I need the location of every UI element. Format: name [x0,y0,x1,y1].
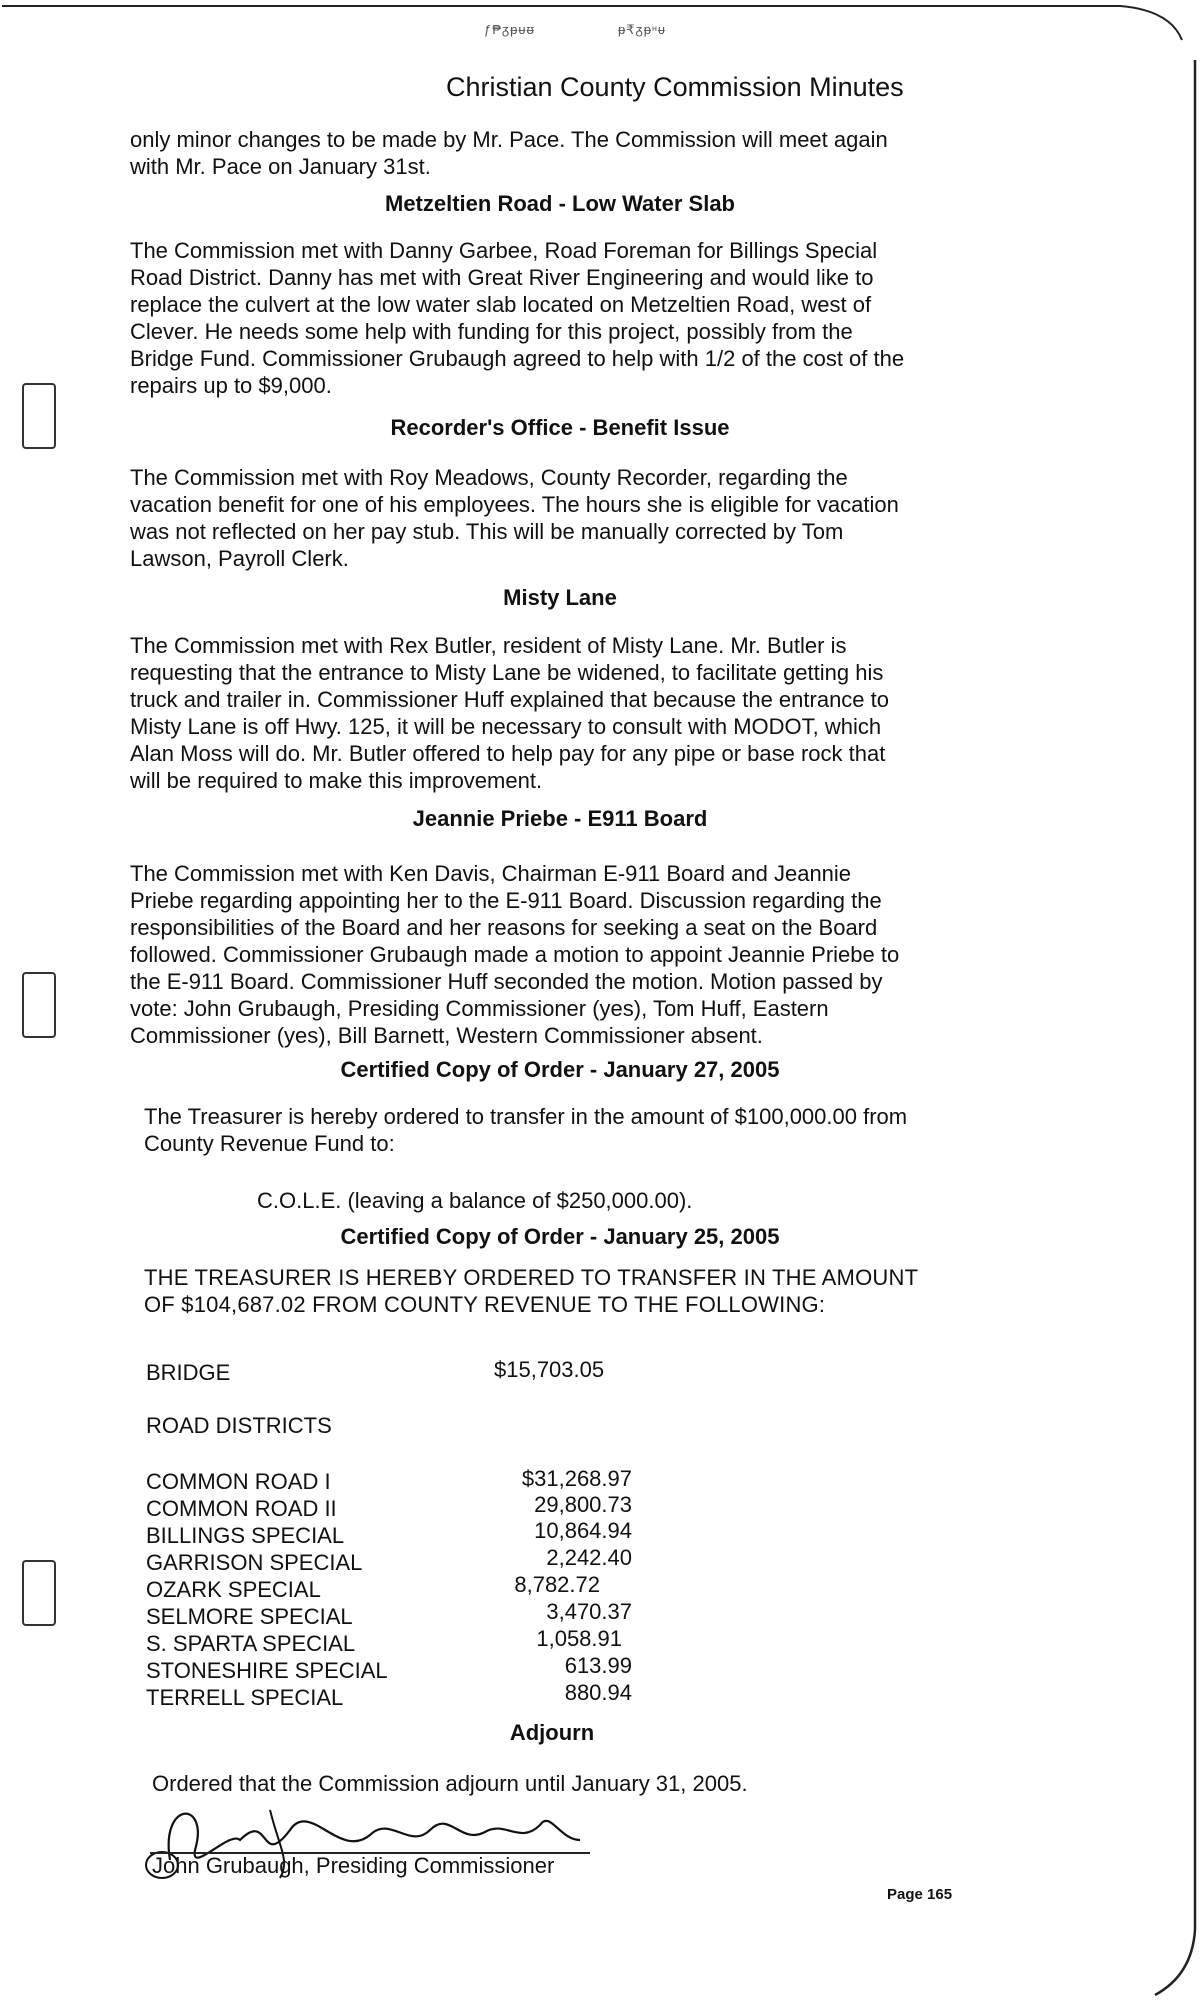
district-amount: 10,864.94 [534,1518,632,1543]
section-heading-adjourn: Adjourn [509,1720,595,1745]
district-name: COMMON ROAD I [146,1469,331,1494]
district-amount: 1,058.91 [536,1626,622,1651]
district-name: BILLINGS SPECIAL [146,1523,345,1548]
section-heading-order-jan27: Certified Copy of Order - January 27, 2005 [340,1057,780,1082]
section-heading-e911: Jeannie Priebe - E911 Board [412,806,708,831]
district-amount: 3,470.37 [546,1599,632,1624]
section-body-misty-lane: The Commission met with Rex Butler, resident of Misty Lane. Mr. Butler is requesting that the entrance to Misty Lane be widened, to facilitate getting his truck and trailer in. Commissioner Huff explained that because the entrance to Misty Lane is off Hwy. 125, it will be necessary to consult with MODOT, which Alan Moss will do. Mr. Butler offered to help pay for any pipe or base rock that will be required to make this improvement. [130,633,889,793]
intro-paragraph: only minor changes to be made by Mr. Pace. The Commission will meet again with Mr. Pace on January 31st. [130,127,888,179]
signature-name: John Grubaugh, Presiding Commissioner [152,1853,555,1878]
header-stamp-right: ᵽ₹ᵹᵽᵸᵾ [618,22,667,37]
district-amount: 2,242.40 [546,1545,632,1570]
punch-hole-top [22,383,56,449]
section-body-order-jan25: THE TREASURER IS HEREBY ORDERED TO TRANSFER IN THE AMOUNT OF $104,687.02 FROM COUNTY REVENUE TO THE FOLLOWING: [144,1265,919,1317]
district-amount: $31,268.97 [521,1466,632,1491]
cole-line: C.O.L.E. (leaving a balance of $250,000.00). [257,1188,693,1213]
punch-hole-bottom [22,1560,56,1626]
section-heading-order-jan25: Certified Copy of Order - January 25, 2005 [340,1224,780,1249]
section-heading-misty-lane: Misty Lane [503,585,617,610]
district-name: COMMON ROAD II [146,1496,337,1521]
district-name: S. SPARTA SPECIAL [146,1631,356,1656]
district-amount: 613.99 [564,1653,632,1678]
section-heading-recorder: Recorder's Office - Benefit Issue [390,415,730,440]
bridge-label: BRIDGE [146,1360,231,1385]
section-heading-metzeltien: Metzeltien Road - Low Water Slab [385,191,735,216]
district-name: GARRISON SPECIAL [146,1550,363,1575]
adjourn-text: Ordered that the Commission adjourn until January 31, 2005. [152,1771,748,1796]
header-stamp-left: ƒ₱ᵹᵽᵾᵿ [484,22,535,37]
punch-hole-middle [22,972,56,1038]
section-body-metzeltien: The Commission met with Danny Garbee, Road Foreman for Billings Special Road District. Danny has met with Great River Engineering and would like to replace the culvert at the low water slab located on Metzeltien Road, west of Clever. He needs some help with funding for this project, possibly from the Bridge Fund. Commissioner Grubaugh agreed to help with 1/2 of the cost of the repairs up to $9,000. [130,238,905,398]
district-name: STONESHIRE SPECIAL [146,1658,388,1683]
district-name: SELMORE SPECIAL [146,1604,353,1629]
district-amount: 29,800.73 [534,1492,632,1517]
section-body-recorder: The Commission met with Roy Meadows, County Recorder, regarding the vacation benefit for one of his employees. The hours she is eligible for vacation was not reflected on her pay stub. This will be manually corrected by Tom Lawson, Payroll Clerk. [130,465,899,571]
section-body-order-jan27: The Treasurer is hereby ordered to transfer in the amount of $100,000.00 from County Revenue Fund to: [144,1104,908,1156]
district-amount: 880.94 [564,1680,632,1705]
section-body-e911: The Commission met with Ken Davis, Chairman E-911 Board and Jeannie Priebe regarding appointing her to the E-911 Board. Discussion regarding the responsibilities of the Board and her reasons for seeking a seat on the Board followed. Commissioner Grubaugh made a motion to appoint Jeannie Priebe to the E-911 Board. Commissioner Huff seconded the motion. Motion passed by vote: John Grubaugh, Presiding Commissioner (yes), Tom Huff, Eastern Commissioner (yes), Bill Barnett, Western Commissioner absent. [130,861,900,1048]
district-amount: 8,782.72 [514,1572,600,1597]
page-title: Christian County Commission Minutes [446,72,904,102]
district-name: TERRELL SPECIAL [146,1685,344,1710]
page-number: Page 165 [887,1886,953,1903]
bridge-amount: $15,703.05 [494,1357,605,1382]
district-name: OZARK SPECIAL [146,1577,321,1602]
road-districts-label: ROAD DISTRICTS [146,1413,332,1438]
